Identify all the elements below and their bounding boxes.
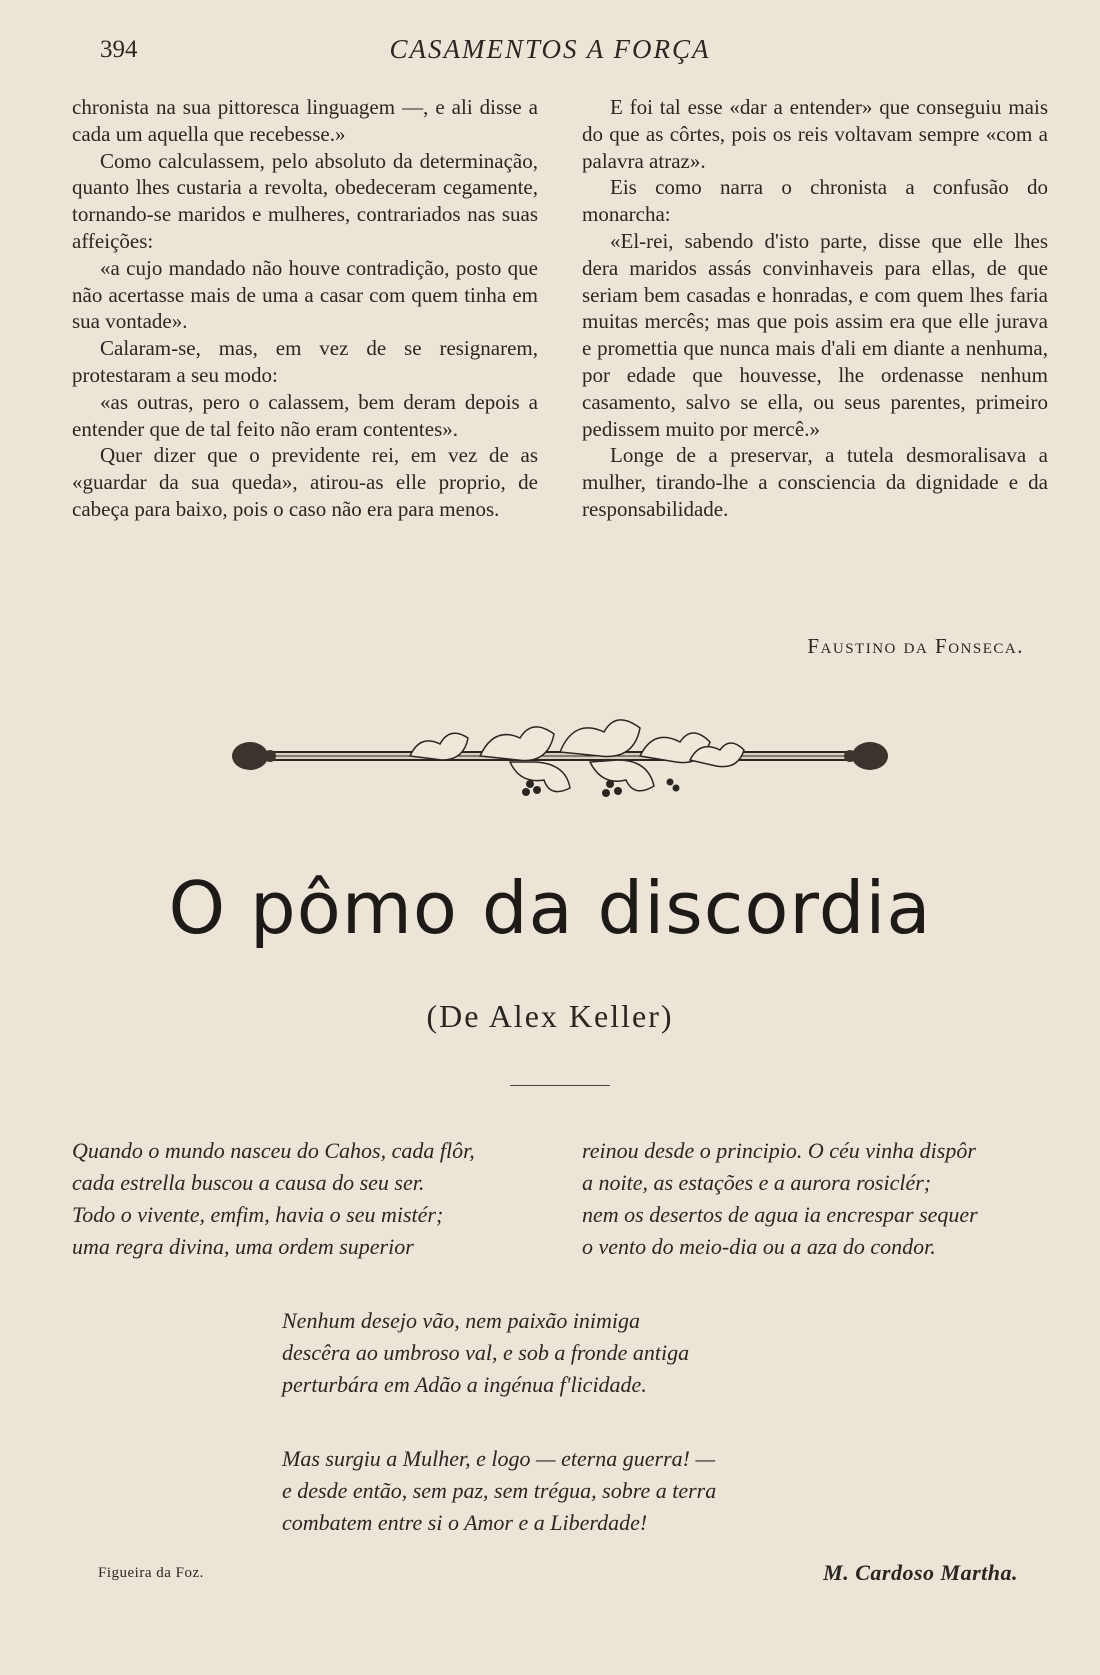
verse-line: uma regra divina, uma ordem superior	[72, 1234, 414, 1259]
poem-quatrain-1	[72, 1135, 542, 1263]
verse-line: Nenhum desejo vão, nem paixão inimiga	[282, 1308, 641, 1333]
verse-line: nem os desertos de agua ia encrespar sequer	[582, 1202, 978, 1227]
article-left-column	[72, 94, 538, 523]
verse-line: a noite, as estações e a aurora rosiclér;	[582, 1170, 932, 1195]
verse-line: Mas surgiu a Mulher, e logo — eterna guerra! —	[282, 1446, 716, 1471]
verse-line: combatem entre si o Amor e a Liberdade!	[282, 1510, 648, 1535]
article-right-column	[582, 94, 1048, 523]
poem-tercet-1	[282, 1305, 689, 1401]
poem-place: Figueira da Foz.	[98, 1565, 204, 1581]
poem-subtitle: (De Alex Keller)	[426, 998, 674, 1034]
verse-line: Todo o vivente, emfim, havia o seu mistér;	[72, 1202, 444, 1227]
page-header	[0, 30, 1100, 70]
vine-ornament-icon	[230, 712, 890, 800]
paragraph: Calaram-se, mas, em vez de se resignarem, protestaram a seu modo:	[72, 336, 538, 387]
verse-line: descêra ao umbroso val, e sob a fronde antiga	[282, 1340, 690, 1365]
paragraph: Quer dizer que o previdente rei, em vez de as «guardar da sua queda», atirou-as elle proprio, de cabeça para baixo, pois o caso não era para menos.	[72, 443, 538, 521]
verse-line: perturbára em Adão a ingénua f'licidade.	[282, 1372, 647, 1397]
paragraph: «a cujo mandado não houve contradição, posto que não acertasse mais de uma a casar com quem tinha em sua vontade».	[72, 255, 538, 334]
verse-line: reinou desde o principio. O céu vinha dispôr	[582, 1138, 976, 1163]
page-number: 394	[100, 36, 138, 63]
verse-line: Quando o mundo nasceu do Cahos, cada flôr,	[72, 1138, 475, 1163]
poem-tercet-2	[282, 1443, 716, 1539]
poem-title: O pômo da discordia	[168, 866, 932, 950]
verse-line: o vento do meio-dia ou a aza do condor.	[582, 1234, 936, 1259]
paragraph: Como calculassem, pelo absoluto da determinação, quanto lhes custaria a revolta, obedeceram cegamente, tornando-se maridos e mulheres, contrariados nas suas affeições:	[72, 148, 538, 253]
verse-line: cada estrella buscou a causa do seu ser.	[72, 1170, 425, 1195]
article-signature: Faustino da Fonseca.	[807, 634, 1024, 658]
verse-line: e desde então, sem paz, sem trégua, sobre a terra	[282, 1478, 717, 1503]
paragraph: E foi tal esse «dar a entender» que conseguiu mais do que as côrtes, pois os reis voltavam sempre «com a palavra atraz».	[582, 95, 1048, 173]
paragraph: Eis como narra o chronista a confusão do monarcha:	[582, 175, 1048, 227]
paragraph: chronista na sua pittoresca linguagem —, e ali disse a cada um aquella que recebesse.»	[72, 95, 538, 146]
divider	[510, 1085, 610, 1086]
poem-author: M. Cardoso Martha.	[823, 1560, 1018, 1585]
paragraph: Longe de a preservar, a tutela desmoralisava a mulher, tirando-lhe a consciencia da dignidade e da responsabilidade.	[582, 443, 1048, 521]
poem-quatrain-2	[582, 1135, 1052, 1263]
paragraph: «El-rei, sabendo d'isto parte, disse que elle lhes dera maridos assás convinhaveis para ellas, de que seriam bem casadas e honradas, e com quem lhes faria muitas mercês; mas que pois assim era que elle jurava e promettia que nunca mais d'ali em diante a nenhuma, por edade que houvesse, lhe ordenasse nenhum casamento, salvo se ella, ou seus parentes, primeiro pedissem muito por mercê.»	[582, 228, 1048, 441]
paragraph: «as outras, pero o calassem, bem deram depois a entender que de tal feito não eram contentes».	[72, 389, 538, 441]
running-title: CASAMENTOS A FORÇA	[389, 34, 711, 64]
